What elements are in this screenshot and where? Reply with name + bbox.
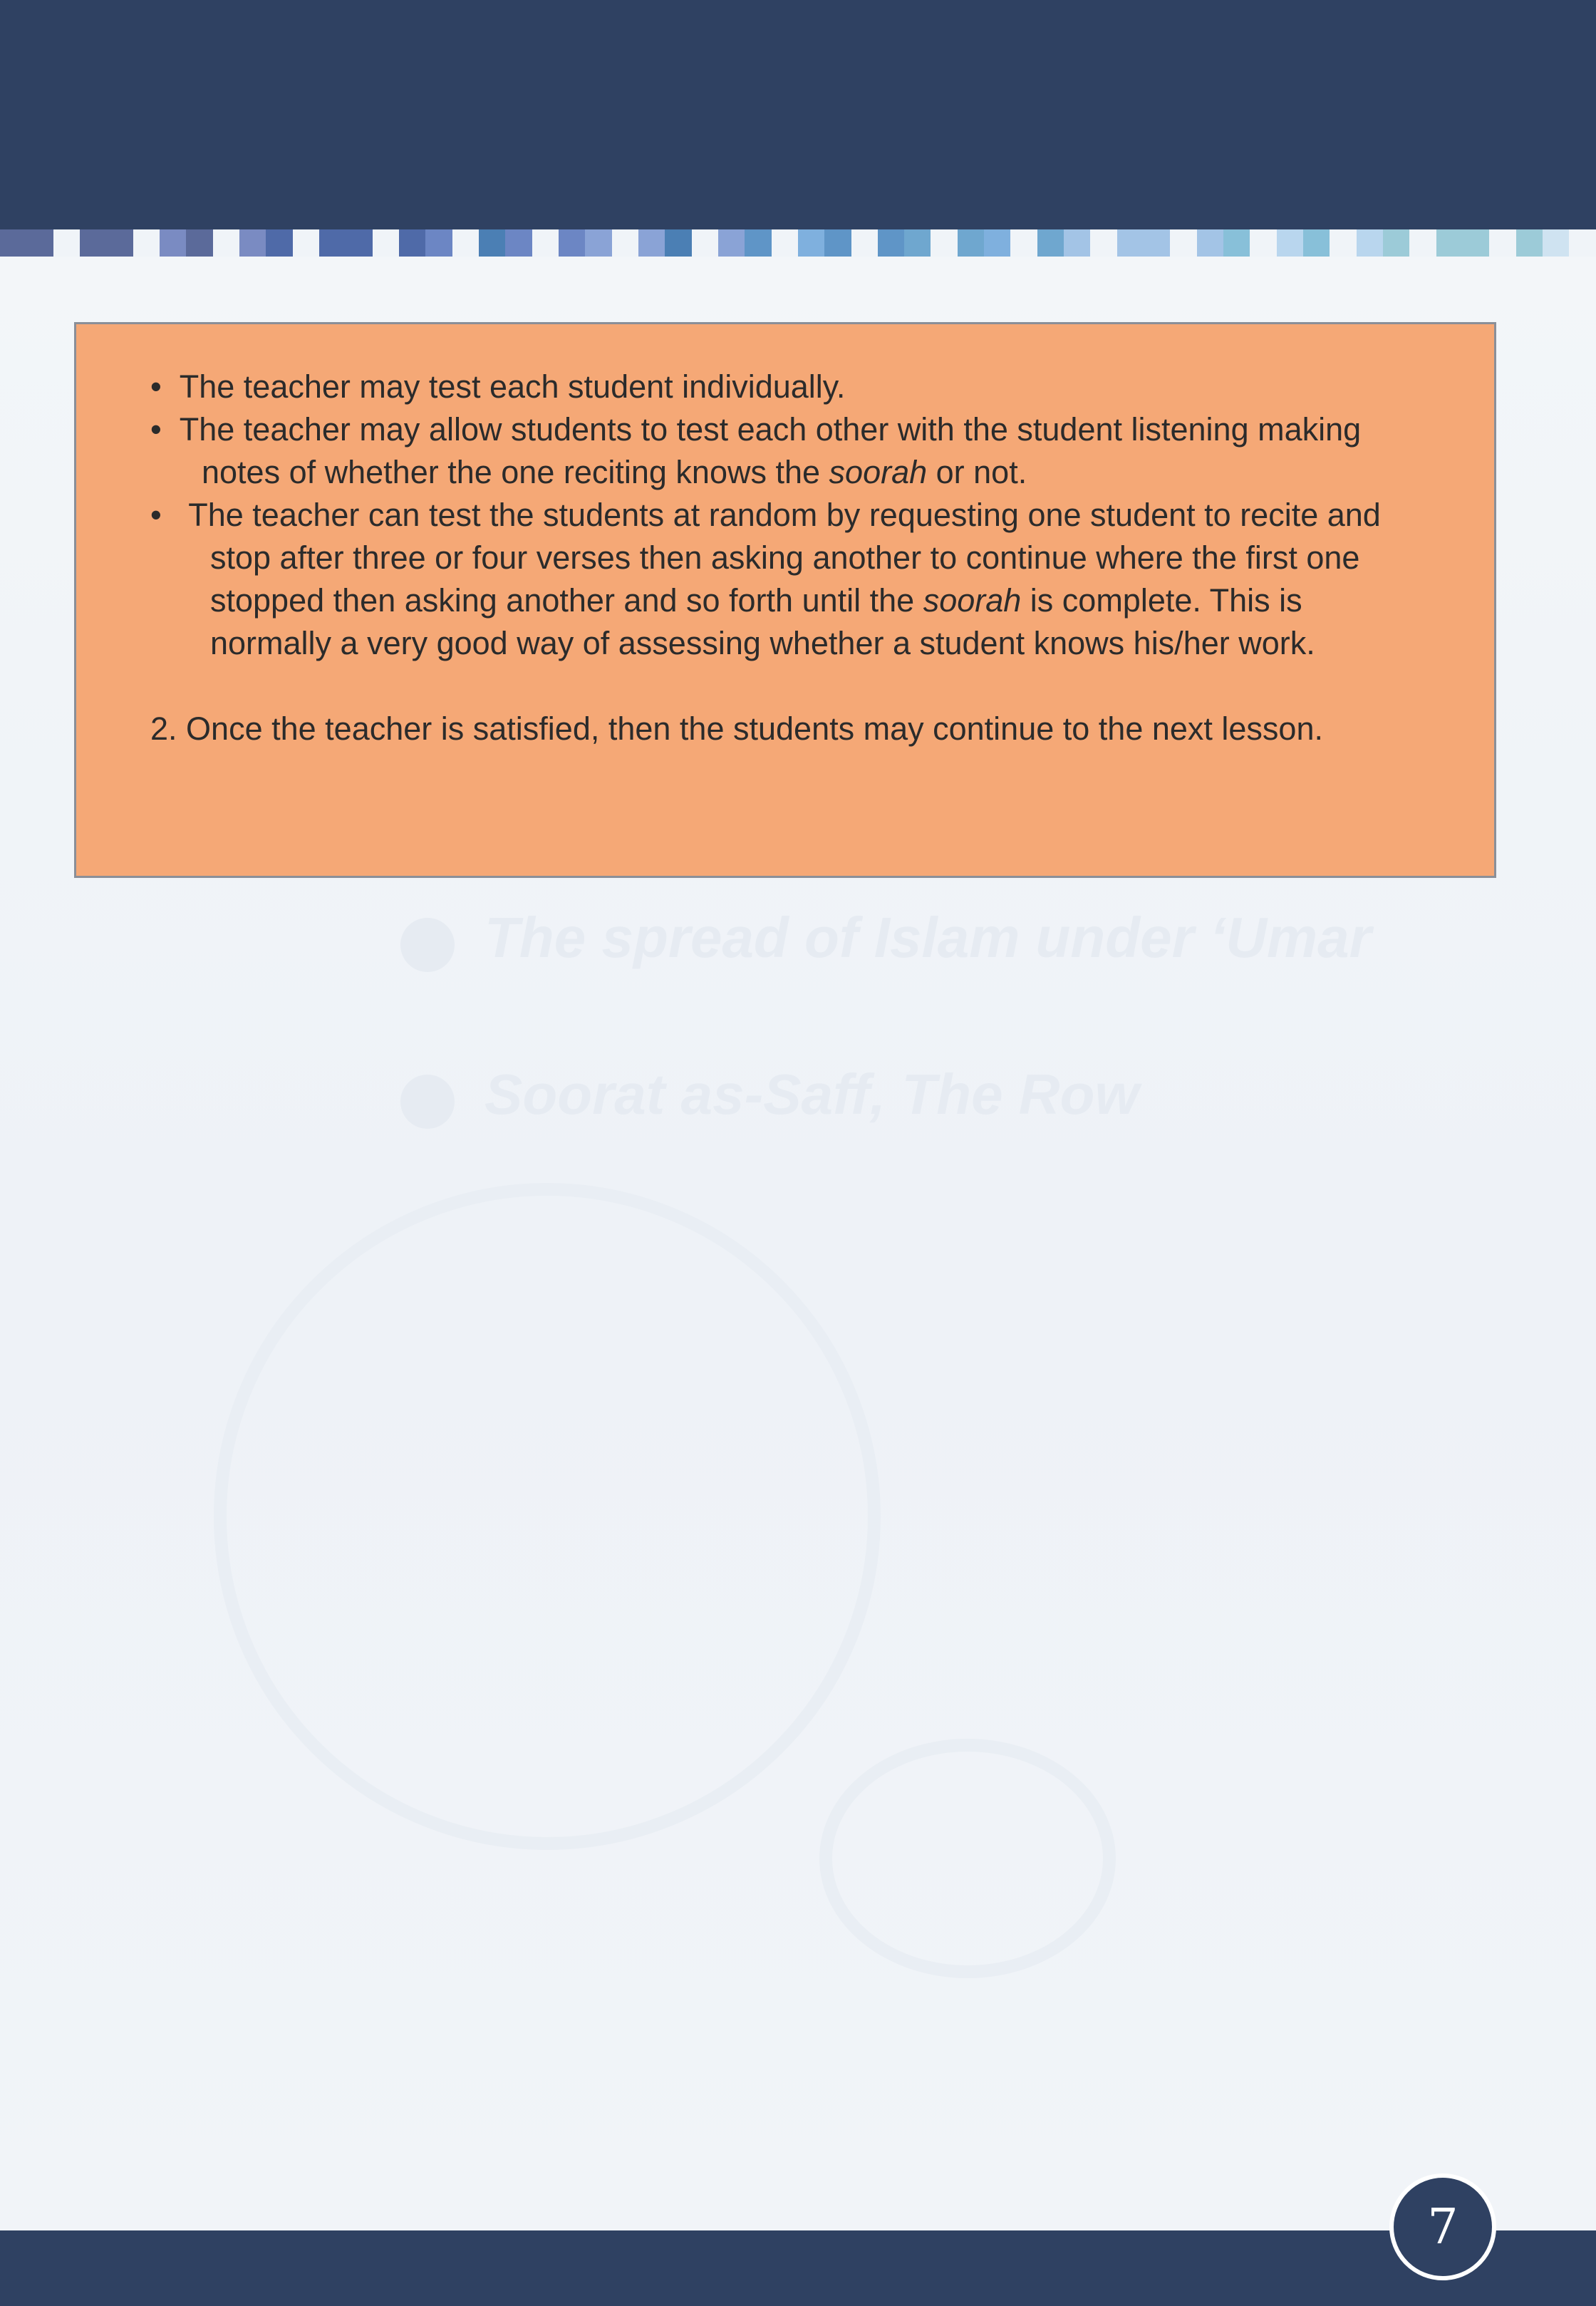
bullet-item: • The teacher can test the students at random by requesting one student to recite and stop after three or four verses then asking another to continue where the first one stopped then asking another and so forth until the soorah is complete. This is normally a very good way of assessing whether a student knows his/her work. <box>150 497 1381 661</box>
bullet-text: The teacher may allow students to test each other with the student listening making notes of whether the one reciting knows the <box>179 411 1362 490</box>
decorative-tile <box>1489 229 1515 257</box>
decorative-tile <box>1144 229 1170 257</box>
decorative-tile <box>1543 229 1569 257</box>
decorative-tile <box>1197 229 1223 257</box>
item-number: 2. <box>150 710 177 747</box>
decorative-tile <box>1250 229 1276 257</box>
decorative-tile <box>505 229 532 257</box>
decorative-tile <box>559 229 585 257</box>
decorative-tile <box>479 229 505 257</box>
decorative-tile <box>1463 229 1489 257</box>
faded-illustration-ring <box>819 1739 1116 1978</box>
decorative-tile <box>425 229 452 257</box>
decorative-tile <box>399 229 425 257</box>
decorative-tile <box>1170 229 1196 257</box>
decorative-tile <box>665 229 691 257</box>
page-number: 7 <box>1389 2173 1496 2280</box>
decorative-tile <box>824 229 851 257</box>
decorative-tile <box>958 229 984 257</box>
decorative-tile <box>1383 229 1409 257</box>
bullet-item: • The teacher may allow students to test each other with the student listening making notes of whether the one reciting knows the soorah or not. <box>150 411 1362 490</box>
faded-bullet-icon <box>400 1075 455 1129</box>
footer-band <box>0 2230 1596 2306</box>
decorative-tile <box>186 229 212 257</box>
decorative-tile <box>878 229 904 257</box>
decorative-tile <box>772 229 798 257</box>
decorative-tile <box>1117 229 1144 257</box>
faded-heading-1: The spread of Islam under ‘Umar <box>484 906 1372 969</box>
decorative-tile <box>319 229 346 257</box>
decorative-tile <box>1277 229 1303 257</box>
decorative-tile <box>1330 229 1356 257</box>
bullet-text: is complete. This is normally a very good way of assessing whether a student knows his/her work. <box>210 582 1315 661</box>
bullet-text: The teacher may test each student individually. <box>179 368 846 405</box>
decorative-tile <box>346 229 372 257</box>
bullet-text: The teacher can test the students at random by requesting one student to recite and stop after three or four verses then asking another to continue where the first one stopped then asking another and so forth until the <box>188 497 1381 619</box>
decorative-tile <box>53 229 80 257</box>
decorative-tile <box>1037 229 1064 257</box>
decorative-tile <box>931 229 957 257</box>
decorative-tile <box>1357 229 1383 257</box>
decorative-tile <box>745 229 771 257</box>
decorative-tile <box>1010 229 1037 257</box>
item-text: Once the teacher is satisfied, then the students may continue to the next lesson. <box>186 710 1323 747</box>
teacher-notes-box <box>74 322 1496 878</box>
decorative-tile <box>1516 229 1543 257</box>
numbered-item <box>150 708 1426 750</box>
decorative-tile <box>798 229 824 257</box>
bullet-text: or not. <box>927 454 1027 490</box>
decorative-tile <box>160 229 186 257</box>
decorative-tile <box>1436 229 1463 257</box>
decorative-tile <box>904 229 931 257</box>
decorative-tile <box>106 229 133 257</box>
bullet-emphasis: soorah <box>923 582 1022 619</box>
decorative-tile <box>80 229 106 257</box>
decorative-tile <box>213 229 239 257</box>
decorative-tile <box>239 229 266 257</box>
decorative-tile <box>133 229 160 257</box>
decorative-tile <box>293 229 319 257</box>
header-band <box>0 0 1596 229</box>
decorative-tile-strip <box>0 229 1596 257</box>
bullet-item: • The teacher may test each student individually. <box>150 368 846 405</box>
faded-bullet-icon <box>400 918 455 972</box>
decorative-tile <box>851 229 878 257</box>
decorative-tile <box>1064 229 1090 257</box>
faded-heading-2: Soorat as-Saff, The Row <box>484 1062 1139 1126</box>
decorative-tile <box>1090 229 1116 257</box>
decorative-tile <box>373 229 399 257</box>
decorative-tile <box>0 229 26 257</box>
decorative-tile <box>585 229 611 257</box>
bullet-emphasis: soorah <box>829 454 928 490</box>
decorative-tile <box>1303 229 1330 257</box>
decorative-tile <box>692 229 718 257</box>
decorative-tile <box>612 229 638 257</box>
decorative-tile <box>26 229 53 257</box>
decorative-tile <box>1569 229 1595 257</box>
decorative-tile <box>532 229 559 257</box>
decorative-tile <box>638 229 665 257</box>
decorative-tile <box>266 229 292 257</box>
faded-illustration-ring <box>214 1183 881 1850</box>
decorative-tile <box>452 229 479 257</box>
decorative-tile <box>1223 229 1250 257</box>
decorative-tile <box>984 229 1010 257</box>
decorative-tile <box>718 229 745 257</box>
decorative-tile <box>1409 229 1436 257</box>
